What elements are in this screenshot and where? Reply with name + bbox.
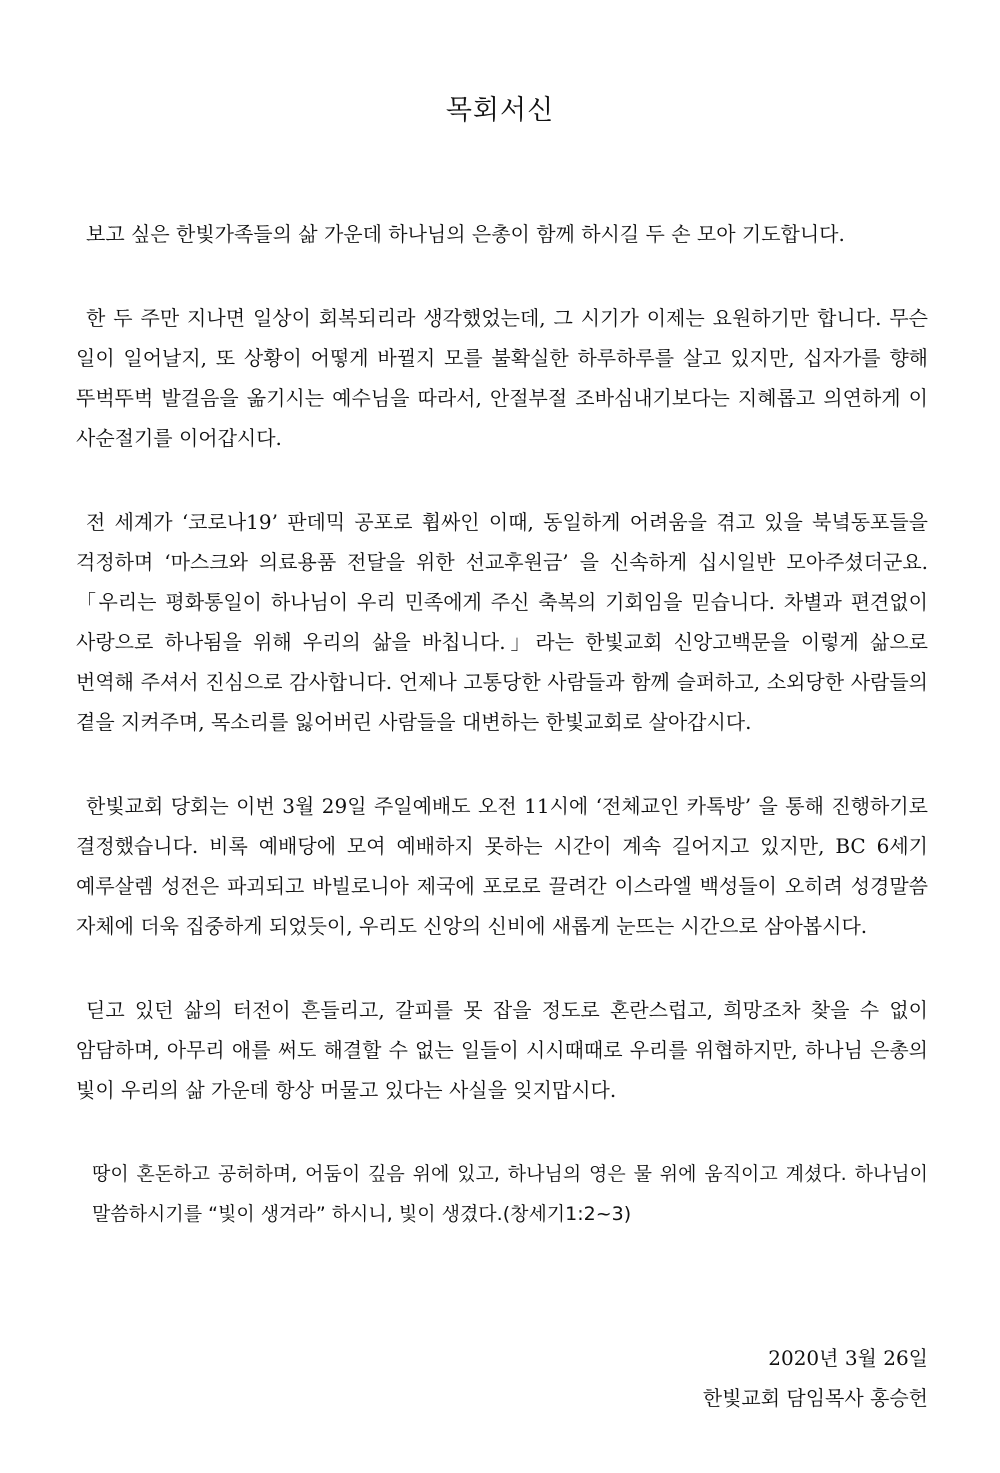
letter-date: 2020년 3월 26일 <box>768 1346 928 1370</box>
signature-block <box>703 1338 928 1418</box>
letter-title: 목회서신 <box>445 95 555 126</box>
letter-signature: 한빛교회 담임목사 홍승헌 <box>702 1386 928 1410</box>
paragraph-mission-fund: 전 세계가 ‘코로나19’ 판데믹 공포로 휩싸인 이때, 동일하게 어려움을 겪고 있을 북녘동포들을 걱정하며 ‘마스크와 의료용품 전달을 위한 선교후원금’ 을 신속하게 십시일반 모아주셨더군요. 「우리는 평화통일이 하나님이 우리 민족에게 주신 축복의 기회임을 믿습니다. 차별과 편견없이 사랑으로 하나됨을 위해 우리의 삶을 바칩니다.」라는 한빛교회 신앙고백문을 이렇게 삶으로 번역해 주셔서 진심으로 감사합니다. 언제나 고통당한 사람들과 함께 슬퍼하고, 소외당한 사람들의 곁을 지켜주며, 목소리를 잃어버린 사람들을 대변하는 한빛교회로 살아갑시다. <box>76 510 928 734</box>
paragraph-greeting: 보고 싶은 한빛가족들의 삶 가운데 하나님의 은총이 함께 하시길 두 손 모아 기도합니다. <box>86 222 845 246</box>
paragraph-lent: 한 두 주만 지나면 일상이 회복되리라 생각했었는데, 그 시기가 이제는 요원하기만 합니다. 무슨 일이 일어날지, 또 상황이 어떻게 바뀔지 모를 불확실한 하루하루를 살고 있지만, 십자가를 향해 뚜벅뚜벅 발걸음을 옮기시는 예수님을 따라서, 안절부절 조바심내기보다는 지혜롭고 의연하게 이 사순절기를 이어갑시다. <box>76 306 928 450</box>
paragraph-worship-notice: 한빛교회 당회는 이번 3월 29일 주일예배도 오전 11시에 ‘전체교인 카톡방’ 을 통해 진행하기로 결정했습니다. 비록 예배당에 모여 예배하지 못하는 시간이 계속 길어지고 있지만, BC 6세기 예루살렘 성전은 파괴되고 바빌로니아 제국에 포로로 끌려간 이스라엘 백성들이 오히려 성경말씀 자체에 더욱 집중하게 되었듯이, 우리도 신앙의 신비에 새롭게 눈뜨는 시간으로 삼아봅시다. <box>76 794 928 938</box>
paragraph-grace: 딛고 있던 삶의 터전이 흔들리고, 갈피를 못 잡을 정도로 혼란스럽고, 희망조차 찾을 수 없이 암담하며, 아무리 애를 써도 해결할 수 없는 일들이 시시때때로 우리를 위협하지만, 하나님 은총의 빛이 우리의 삶 가운데 항상 머물고 있다는 사실을 잊지맙시다. <box>76 998 928 1102</box>
letter-body <box>76 214 928 1234</box>
scripture-quote: 땅이 혼돈하고 공허하며, 어둠이 깊음 위에 있고, 하나님의 영은 물 위에 움직이고 계셨다. 하나님이 말씀하시기를 “빛이 생겨라” 하시니, 빛이 생겼다.(창세기1:2~3) <box>92 1163 928 1225</box>
